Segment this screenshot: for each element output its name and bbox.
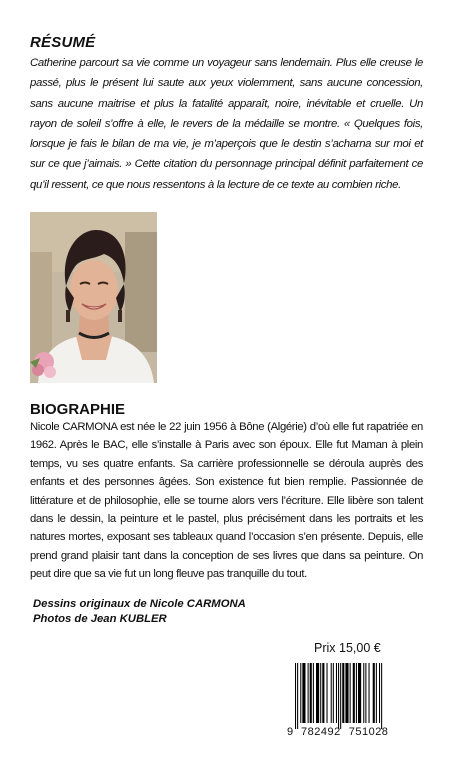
barcode-digits	[287, 726, 423, 738]
barcode-group-2: 751028	[348, 726, 389, 738]
barcode-group-1: 782492	[301, 726, 341, 738]
credits-drawings: Dessins originaux de Nicole CARMONA	[33, 598, 246, 610]
biography-text: Nicole CARMONA est née le 22 juin 1956 à Bône (Algérie) d’où elle fut rapatriée en 1962. Après le BAC, elle s’installe à Paris avec son époux. Elle fut Maman à plein temps, vu ses quatre enfants. Sa carrière professionnelle se déroula auprès des enfants et des personnes âgées. Son existence fut bien remplie. Passionnée de littérature et de philosophie, elle se tourne alors vers l’écriture. Elle libère son talent dans le dessin, la peinture et le pastel, plus précisément dans les portraits et les natures mortes, exposant ses tableaux quand l’occasion s’en présente. Depuis, elle prend grand plaisir tant dans la conception de ses livres que dans sa peinture. On peut dire que sa vie fut un long fleuve pas tranquille du tout.	[30, 421, 423, 581]
author-photo	[30, 212, 157, 383]
summary-text: Catherine parcourt sa vie comme un voyageur sans lendemain. Plus elle creuse le passé, plus le présent lui saute aux yeux violemment, sans aucune concession, sans aucune maitrise et plus la fatalité apparaît, noire, inévitable et cruelle. Un rayon de soleil s’offre à elle, le revers de la médaille se montre. « Quelques fois, lorsque je fais le bilan de ma vie, je m’aperçois que le destin s’acharna sur moi et sur ce que j’aimais. » Cette citation du personnage principal définit parfaitement ce qu’il ressent, ce que nous ressentons à la lecture de ce texte au combien riche.	[30, 57, 423, 191]
credits-photos: Photos de Jean KUBLER	[33, 613, 167, 625]
summary-heading: RÉSUMÉ	[30, 34, 96, 51]
biography-heading: BIOGRAPHIE	[30, 401, 126, 418]
price-label: Prix 15,00 €	[314, 641, 381, 655]
isbn-barcode	[285, 661, 425, 743]
barcode-bars	[295, 663, 417, 729]
barcode-first-digit: 9	[287, 726, 294, 738]
credits	[33, 597, 246, 627]
